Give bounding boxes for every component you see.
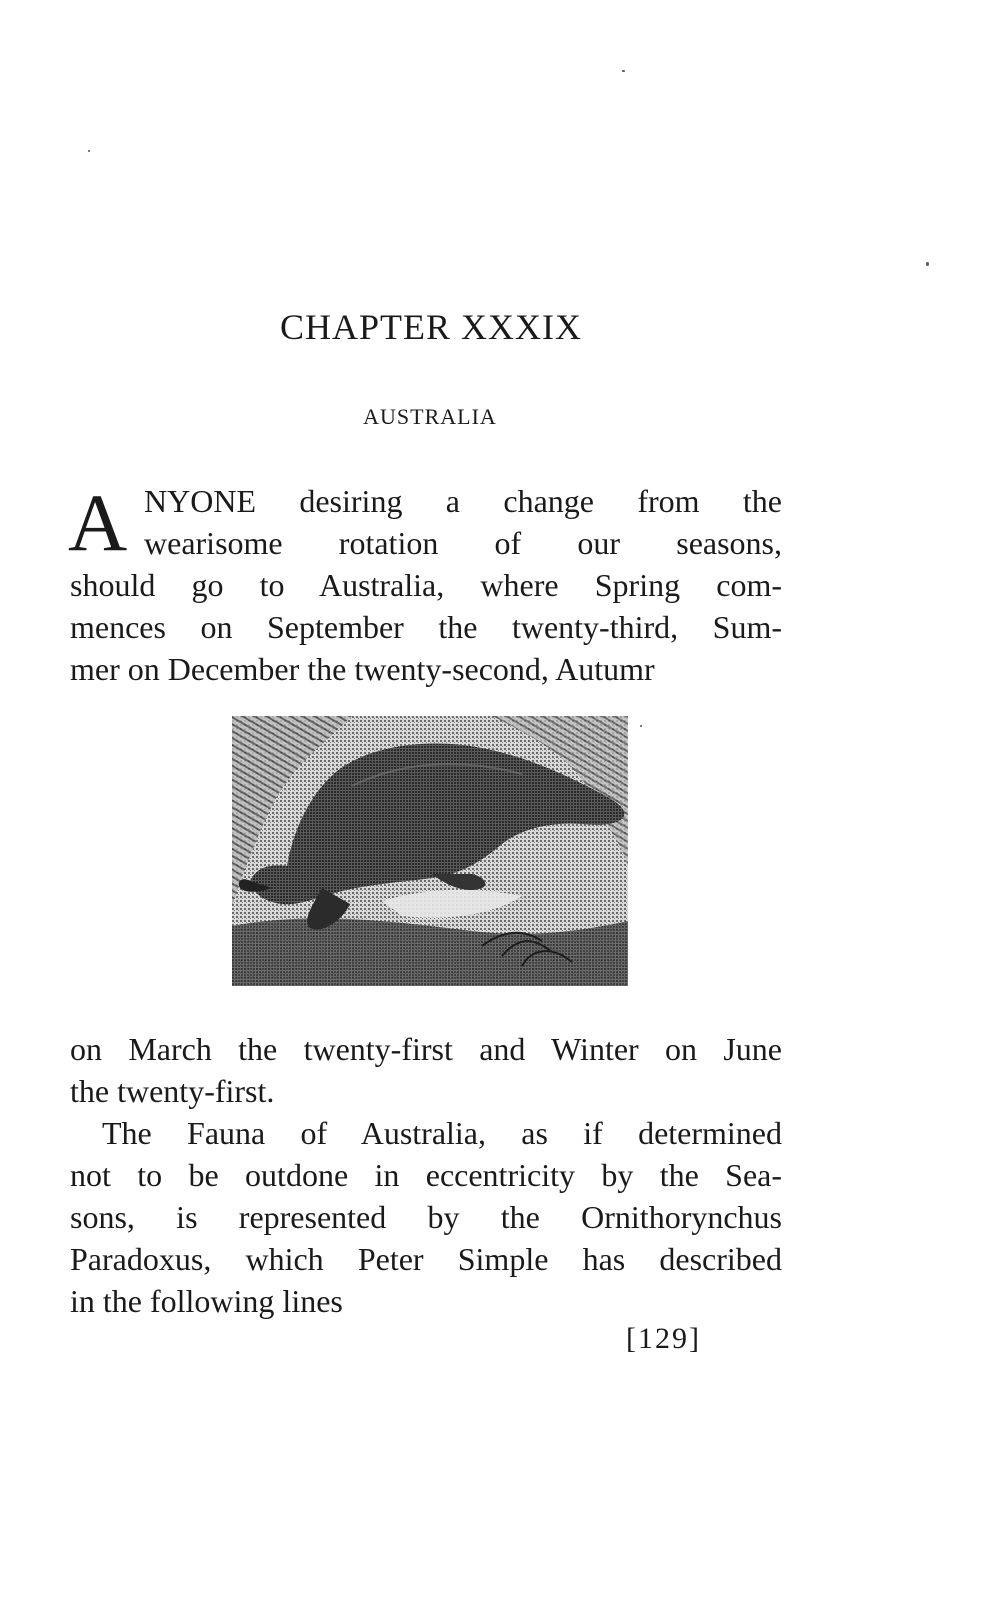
text-line: The Fauna of Australia, as if determined bbox=[102, 1115, 782, 1151]
text-line: in the following lines bbox=[70, 1283, 343, 1319]
text-line: mences on September the twenty-third, Sum- bbox=[70, 609, 782, 645]
page-number: [129] bbox=[626, 1322, 701, 1355]
text-line: NYONE desiring a change from the bbox=[144, 483, 782, 519]
speck bbox=[640, 725, 642, 727]
speck bbox=[622, 70, 625, 72]
chapter-title: CHAPTER XXXIX bbox=[279, 307, 582, 347]
drop-cap: A bbox=[68, 477, 128, 568]
text-line: the twenty-first. bbox=[70, 1073, 275, 1109]
text-line: sons, is represented by the Ornithorynchus bbox=[70, 1199, 782, 1235]
text-line: should go to Australia, where Spring com- bbox=[70, 567, 782, 603]
speck bbox=[88, 150, 90, 152]
text-line: Paradoxus, which Peter Simple has described bbox=[70, 1241, 782, 1277]
chapter-subtitle: AUSTRALIA bbox=[363, 404, 497, 429]
text-line: not to be outdone in eccentricity by the Sea- bbox=[70, 1157, 782, 1193]
text-line: wearisome rotation of our seasons, bbox=[144, 525, 782, 561]
text-line: mer on December the twenty-second, Autumr bbox=[70, 651, 655, 687]
paragraph-continued bbox=[70, 1028, 782, 1322]
speck bbox=[926, 262, 929, 266]
text-line: on March the twenty-first and Winter on June bbox=[70, 1031, 782, 1067]
paragraph-opening bbox=[68, 477, 782, 690]
platypus-engraving-icon bbox=[232, 716, 628, 986]
